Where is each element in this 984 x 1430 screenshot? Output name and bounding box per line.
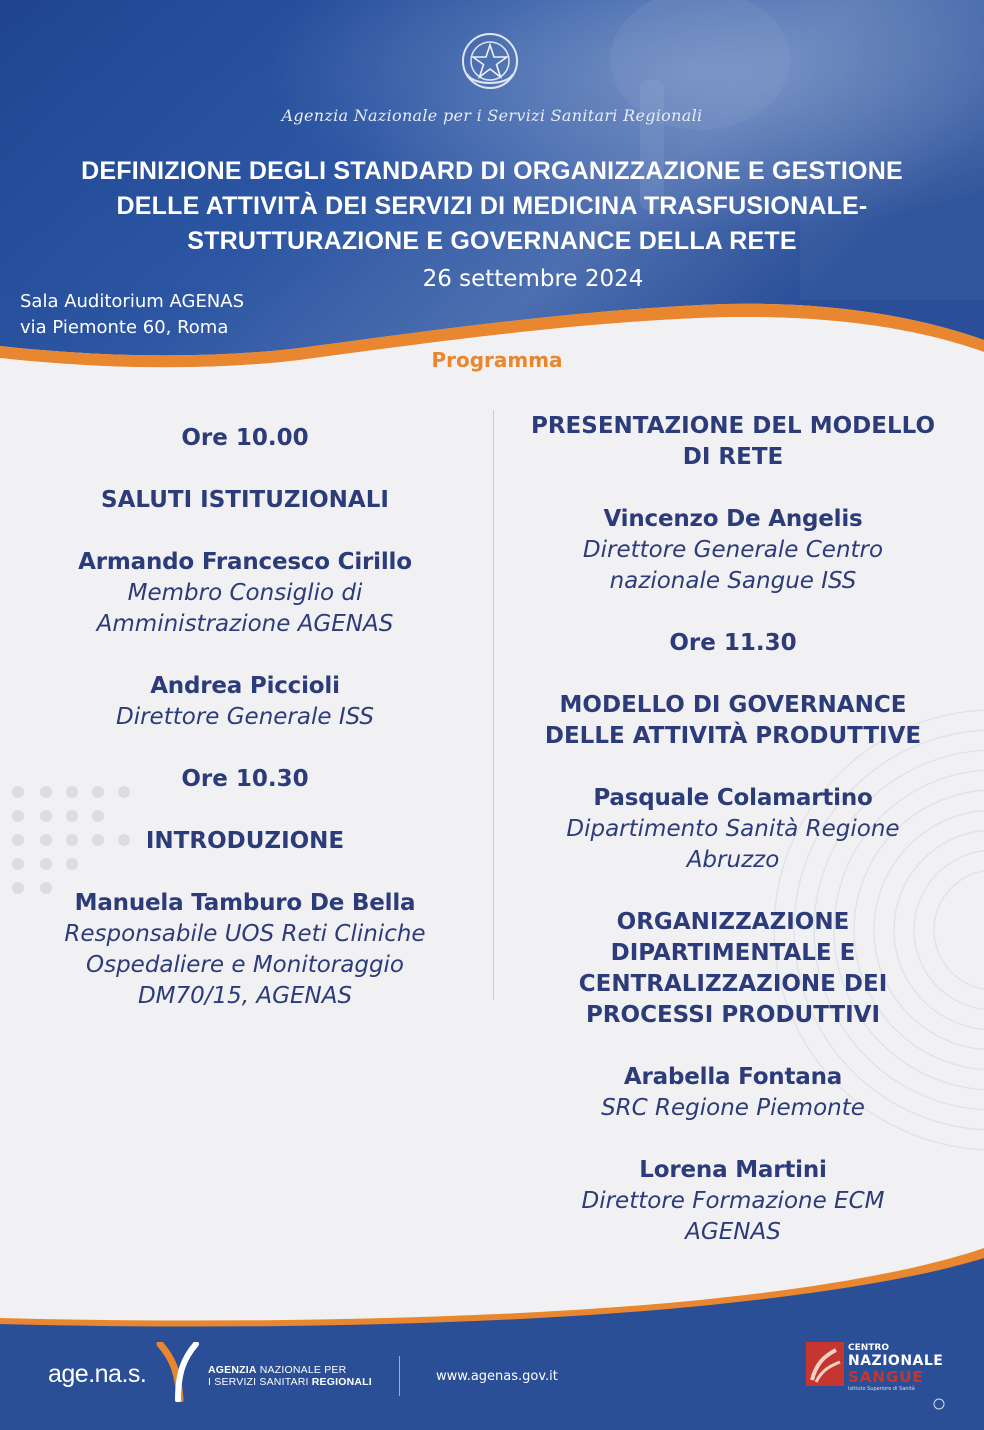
agenas-full-part: AGENZIA	[208, 1364, 257, 1376]
speaker-name: Lorena Martini	[639, 1157, 827, 1183]
agenas-x-logo-icon	[156, 1342, 202, 1402]
title-line: DELLE ATTIVITÀ DEI SERVIZI DI MEDICINA TRASFUSIONALE-	[116, 192, 868, 220]
session-title: MODELLO DI GOVERNANCE	[559, 692, 907, 718]
session-time: Ore 11.30	[669, 630, 797, 656]
agenas-full-name	[208, 1364, 372, 1388]
program-label: Programma	[431, 348, 563, 372]
agenas-wordmark: age.na.s.	[48, 1360, 147, 1388]
session-time: Ore 10.30	[181, 766, 309, 792]
agenas-full-part: REGIONALI	[311, 1376, 372, 1388]
speaker-role: Direttore Generale ISS	[116, 704, 374, 730]
venue-line: via Piemonte 60, Roma	[20, 317, 229, 338]
speaker-name: Pasquale Colamartino	[593, 785, 873, 811]
program-right-column	[490, 411, 976, 1248]
speaker-role: Dipartimento Sanità Regione	[566, 816, 900, 842]
speaker-role: nazionale Sangue ISS	[609, 568, 857, 594]
speaker-role: Abruzzo	[686, 847, 780, 873]
speaker-role: DM70/15, AGENAS	[137, 983, 353, 1009]
speaker-role: Membro Consiglio di	[127, 580, 363, 606]
speaker-role: Amministrazione AGENAS	[96, 611, 394, 637]
event-date: 26 settembre 2024	[422, 266, 644, 292]
program-left-column	[0, 423, 490, 1012]
session-time: Ore 10.00	[181, 425, 309, 451]
header-banner	[0, 0, 984, 400]
venue-line: Sala Auditorium AGENAS	[20, 291, 245, 312]
cns-text-line: NAZIONALE	[848, 1353, 944, 1369]
speaker-role: AGENAS	[685, 1219, 781, 1245]
session-title: ORGANIZZAZIONE	[616, 909, 850, 935]
italian-republic-emblem-icon	[459, 30, 521, 92]
agency-script-name: Agenzia Nazionale per i Servizi Sanitari Regionali	[281, 106, 703, 125]
session-title: DI RETE	[682, 444, 784, 470]
speaker-role: Direttore Formazione ECM	[581, 1188, 885, 1214]
footer-divider	[399, 1356, 400, 1396]
speaker-name: Armando Francesco Cirillo	[78, 549, 412, 575]
session-title: INTRODUZIONE	[145, 828, 345, 854]
cns-text-line: Istituto Superiore di Sanità	[848, 1386, 915, 1392]
session-title: SALUTI ISTITUZIONALI	[101, 487, 389, 513]
session-title: PRESENTAZIONE DEL MODELLO	[530, 413, 936, 439]
event-title	[0, 154, 984, 259]
speaker-name: Arabella Fontana	[623, 1064, 843, 1090]
speaker-name: Vincenzo De Angelis	[603, 506, 863, 532]
cns-logo-text	[848, 1343, 943, 1393]
event-venue	[20, 289, 244, 341]
title-line: STRUTTURAZIONE E GOVERNANCE DELLA RETE	[187, 227, 797, 255]
cns-text-line: CENTRO	[848, 1343, 890, 1353]
session-title: CENTRALIZZAZIONE DEI	[578, 971, 888, 997]
session-title: DELLE ATTIVITÀ PRODUTTIVE	[544, 723, 922, 749]
speaker-name: Andrea Piccioli	[150, 673, 340, 699]
website-link[interactable]: www.agenas.gov.it	[436, 1369, 558, 1384]
speaker-role: Responsabile UOS Reti Cliniche	[64, 921, 426, 947]
speaker-role: Ospedaliere e Monitoraggio	[85, 952, 405, 978]
cns-text-line: SANGUE	[848, 1368, 924, 1386]
agenas-full-part: NAZIONALE PER	[256, 1364, 347, 1376]
speaker-name: Manuela Tamburo De Bella	[74, 890, 416, 916]
speaker-role: SRC Regione Piemonte	[601, 1095, 865, 1121]
speaker-role: Direttore Generale Centro	[582, 537, 884, 563]
agenas-full-part: I SERVIZI SANITARI	[208, 1376, 312, 1388]
session-title: PROCESSI PRODUTTIVI	[585, 1002, 881, 1028]
session-title: DIPARTIMENTALE E	[610, 940, 856, 966]
title-line: DEFINIZIONE DEGLI STANDARD DI ORGANIZZAZIONE E GESTIONE	[81, 157, 903, 185]
